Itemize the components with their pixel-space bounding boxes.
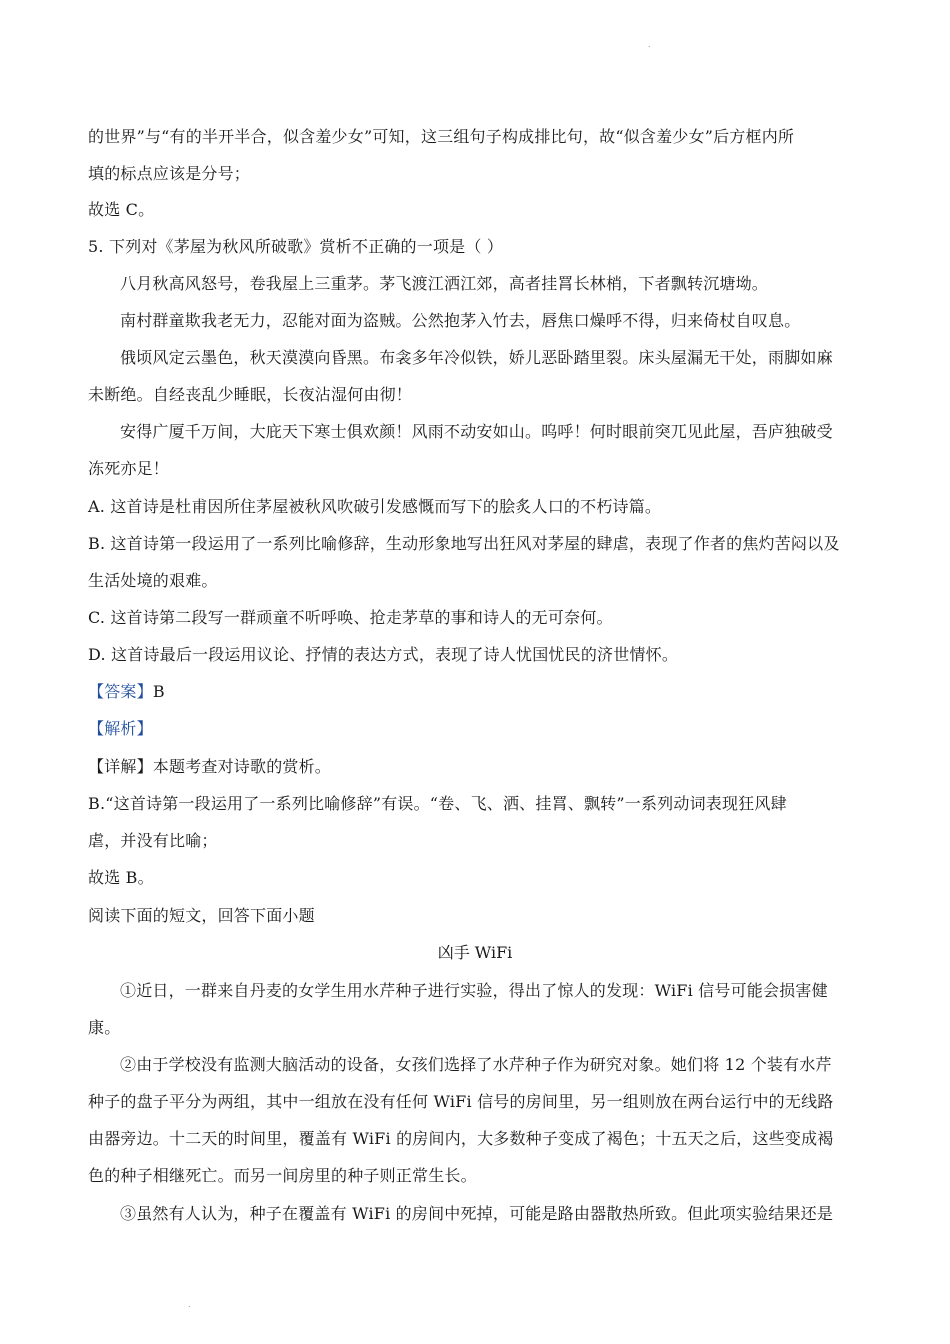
option-b-continued: 生活处境的艰难。 [88,571,218,590]
question-5-stem: 5. 下列对《茅屋为秋风所破歌》赏析不正确的一项是（ ） [88,237,504,256]
option-d: D. 这首诗最后一段运用议论、抒情的表达方式，表现了诗人忧国忧民的济世情怀。 [88,645,679,664]
answer-value: B [152,682,165,701]
option-c: C. 这首诗第二段写一群顽童不听呼唤、抢走茅草的事和诗人的无可奈何。 [88,608,613,627]
article-paragraph-line: 由器旁边。十二天的时间里，覆盖有 WiFi 的房间内，大多数种子变成了褐色；十五天之后，这些变成褐 [88,1129,834,1148]
option-a: A. 这首诗是杜甫因所住茅屋被秋风吹破引发感慨而写下的脍炙人口的不朽诗篇。 [88,497,662,516]
reading-intro: 阅读下面的短文，回答下面小题 [88,906,315,925]
analysis-label: 【解析】 [88,719,153,738]
poem-line: 俄顷风定云墨色，秋天漠漠向昏黑。布衾多年冷似铁，娇儿恶卧踏里裂。床头屋漏无干处，雨脚如麻 [120,348,833,367]
option-b: B. 这首诗第一段运用了一系列比喻修辞，生动形象地写出狂风对茅屋的肆虐，表现了作者的焦灼苦闷以及 [88,534,840,553]
footer-mark: . [188,1300,191,1309]
answer-row [88,681,165,703]
prev-choice: 故选 C。 [88,200,155,219]
header-mark: . [648,40,651,49]
article-title: 凶手 WiFi [437,943,513,962]
article-paragraph-line: ③虽然有人认为，种子在覆盖有 WiFi 的房间中死掉，可能是路由器散热所致。但此项实验结果还是 [120,1204,834,1223]
poem-line: 八月秋高风怒号，卷我屋上三重茅。茅飞渡江洒江郊，高者挂罥长林梢，下者飘转沉塘坳。 [120,274,769,293]
article-paragraph-line: 种子的盘子平分为两组，其中一组放在没有任何 WiFi 信号的房间里，另一组则放在两台运行中的无线路 [88,1092,834,1111]
detail-line: 【详解】本题考查对诗歌的赏析。 [88,757,332,776]
answer-label: 【答案】 [88,682,153,701]
prev-explanation-line-2: 填的标点应该是分号； [88,164,251,183]
article-paragraph-line: ②由于学校没有监测大脑活动的设备，女孩们选择了水芹种子作为研究对象。她们将 12 个装有水芹 [120,1055,832,1074]
article-paragraph-line: 康。 [88,1018,121,1037]
explanation-line-1: B.“这首诗第一段运用了一系列比喻修辞”有误。“卷、飞、洒、挂罥、飘转”一系列动词表现狂风肆 [88,794,787,813]
article-paragraph-line: 色的种子相继死亡。而另一间房里的种子则正常生长。 [88,1166,477,1185]
choice-line: 故选 B。 [88,868,154,887]
poem-line: 南村群童欺我老无力，忍能对面为盗贼。公然抱茅入竹去，唇焦口燥呼不得，归来倚杖自叹息。 [120,311,801,330]
poem-line: 未断绝。自经丧乱少睡眠，长夜沾湿何由彻！ [88,385,413,404]
prev-explanation-line-1: 的世界”与“有的半开半合，似含羞少女”可知，这三组句子构成排比句，故“似含羞少女”后方框内所 [88,127,795,146]
explanation-line-2: 虐，并没有比喻； [88,831,218,850]
poem-line: 安得广厦千万间，大庇天下寒士俱欢颜！风雨不动安如山。呜呼！何时眼前突兀见此屋，吾庐独破受 [120,422,833,441]
poem-line: 冻死亦足！ [88,459,170,478]
article-paragraph-line: ①近日，一群来自丹麦的女学生用水芹种子进行实验，得出了惊人的发现：WiFi 信号可能会损害健 [120,981,828,1000]
